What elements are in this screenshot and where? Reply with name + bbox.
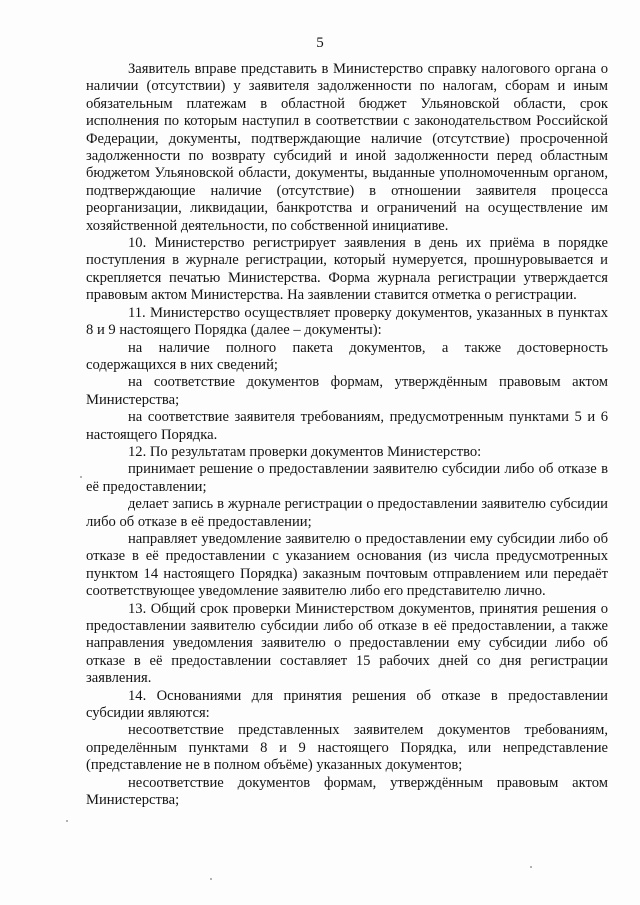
paragraph-14-grounds: 14. Основаниями для принятия решения об отказе в предоставлении субсидии являются: <box>86 687 608 722</box>
paragraph-12-item-decision: принимает решение о предоставлении заявителю субсидии либо об отказе в её предоставлении; <box>86 461 608 495</box>
document-body <box>86 61 608 809</box>
paragraph-11-verification: 11. Министерство осуществляет проверку документов, указанных в пунктах 8 и 9 настоящего Порядка (далее – документы): <box>86 304 608 339</box>
paragraph-11-item-requirements: на соответствие заявителя требованиям, предусмотренным пунктами 5 и 6 настоящего Порядка. <box>86 409 608 443</box>
page-number: 5 <box>316 35 324 51</box>
paragraph-13-term: 13. Общий срок проверки Министерством документов, принятия решения о предоставлении заявителю субсидии либо об отказе в её предоставлении, а также направления уведомления заявителю о предоставлении ему субсидии либо об отказе в её предоставлении составляет 15 рабочих дней со дня регистрации заявления. <box>86 600 608 687</box>
paragraph-10-registration: 10. Министерство регистрирует заявления в день их приёма в порядке поступления в журнале регистрации, который нумеруется, прошнуровывается и скрепляется печатью Министерства. Форма журнала регистрации утверждается правовым актом Министерства. На заявлении ставится отметка о регистрации. <box>86 235 608 304</box>
scan-speck <box>530 866 532 868</box>
scan-speck <box>66 820 68 822</box>
paragraph-14-item-mismatch: несоответствие представленных заявителем документов требованиям, определённым пунктами 8 и 9 настоящего Порядка, или непредставление (представление не в полном объёме) указанных документов; <box>86 722 608 774</box>
paragraph-14-item-forms: несоответствие документов формам, утверждённым правовым актом Министерства; <box>86 774 608 809</box>
paragraph-11-item-completeness: на наличие полного пакета документов, а также достоверность содержащихся в них сведений; <box>86 339 608 373</box>
scan-speck <box>80 476 82 478</box>
paragraph-applicant-right: Заявитель вправе представить в Министерство справку налогового органа о наличии (отсутствии) у заявителя задолженности по налогам, сборам и иным обязательным платежам в областной бюджет Ульяновской области, срок исполнения по которым наступил в соответствии с законодательством Российской Федерации, документы, подтверждающие наличие (отсутствие) просроченной задолженности по возврату субсидий и иной задолженности перед областным бюджетом Ульяновской области, документы, выданные уполномоченным органом, подтверждающие наличие (отсутствие) в отношении заявителя процесса реорганизации, ликвидации, банкротства и ограничений на осуществление им хозяйственной деятельности, по собственной инициативе. <box>86 61 608 234</box>
paragraph-11-item-forms: на соответствие документов формам, утверждённым правовым актом Министерства; <box>86 374 608 408</box>
paragraph-12-results: 12. По результатам проверки документов Министерство: <box>128 443 482 460</box>
paragraph-12-item-notification: направляет уведомление заявителю о предоставлении ему субсидии либо об отказе в её предоставлении с указанием основания (из числа предусмотренных пунктом 14 настоящего Порядка) заказным почтовым отправлением или передаёт соответствующее уведомление заявителю либо его представителю лично. <box>86 530 608 600</box>
scan-speck <box>210 878 212 880</box>
paragraph-12-item-journal: делает запись в журнале регистрации о предоставлении заявителю субсидии либо об отказе в её предоставлении; <box>86 496 608 530</box>
